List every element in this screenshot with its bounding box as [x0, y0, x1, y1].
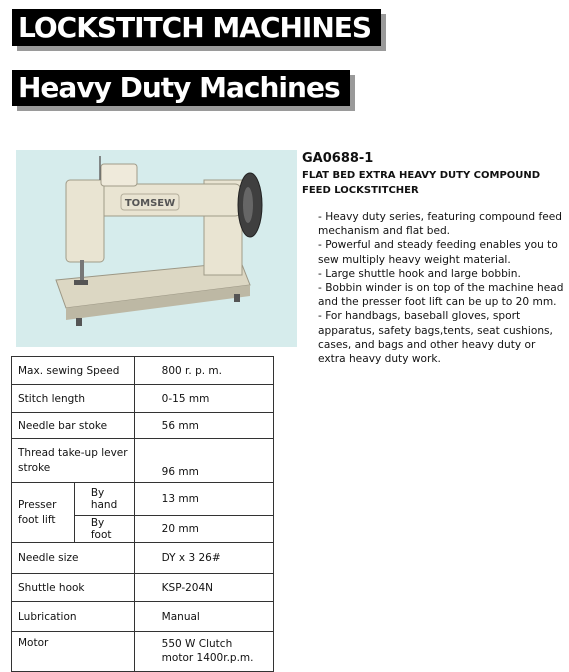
table-row	[12, 413, 274, 439]
spec-value: 20 mm	[134, 516, 273, 543]
feature-item: - Heavy duty series, featuring compound feed mechanism and flat bed.	[318, 211, 562, 238]
spec-value: Manual	[134, 602, 273, 632]
sewing-machine-illustration	[16, 150, 297, 347]
spec-value: 0-15 mm	[134, 385, 273, 413]
table-row	[12, 602, 274, 632]
spec-label: Shuttle hook	[12, 574, 135, 602]
spec-value: 96 mm	[134, 439, 273, 483]
spec-value: 13 mm	[134, 483, 273, 516]
spec-sublabel: By foot	[74, 516, 134, 543]
section-banner-heavy-duty: Heavy Duty Machines	[12, 70, 350, 106]
table-row	[12, 483, 274, 516]
feature-item: - Powerful and steady feeding enables you to sew multiply heavy weight material.	[318, 239, 558, 266]
spec-label: Needle size	[12, 543, 135, 574]
spec-label: Stitch length	[12, 385, 135, 413]
table-row	[12, 385, 274, 413]
brand-mark: TOMSEW	[124, 198, 176, 209]
spec-table	[11, 356, 274, 672]
section-banner-lockstitch: LOCKSTITCH MACHINES	[12, 9, 381, 46]
table-row	[12, 357, 274, 385]
model-title: FLAT BED EXTRA HEAVY DUTY COMPOUND FEED LOCKSTITCHER	[302, 170, 541, 196]
feature-item: - Large shuttle hook and large bobbin.	[318, 267, 521, 280]
spec-value: KSP-204N	[134, 574, 273, 602]
model-code: GA0688-1	[302, 151, 374, 166]
table-row	[12, 574, 274, 602]
table-row	[12, 543, 274, 574]
machine-photo	[16, 150, 297, 347]
spec-value: 550 W Clutch motor 1400r.p.m.	[134, 632, 273, 672]
spec-label: Thread take-up lever stroke	[12, 439, 135, 483]
table-row	[12, 439, 274, 483]
feature-item: - Bobbin winder is on top of the machine head and the presser foot lift can be up to 20 mm.	[318, 282, 564, 309]
spec-value: DY x 3 26#	[134, 543, 273, 574]
feature-item: - For handbags, baseball gloves, sport apparatus, safety bags,tents, seat cushions, cases, and bags and other heavy duty or extra heavy duty work.	[318, 310, 553, 366]
feature-list	[318, 210, 564, 366]
spec-sublabel: By hand	[74, 483, 134, 516]
spec-label: Needle bar stoke	[12, 413, 135, 439]
table-row	[12, 632, 274, 672]
spec-label: Max. sewing Speed	[12, 357, 135, 385]
spec-label: Motor	[12, 632, 135, 672]
spec-label: Presser foot lift	[12, 483, 75, 543]
spec-value: 56 mm	[134, 413, 273, 439]
spec-value: 800 r. p. m.	[134, 357, 273, 385]
spec-label: Lubrication	[12, 602, 135, 632]
